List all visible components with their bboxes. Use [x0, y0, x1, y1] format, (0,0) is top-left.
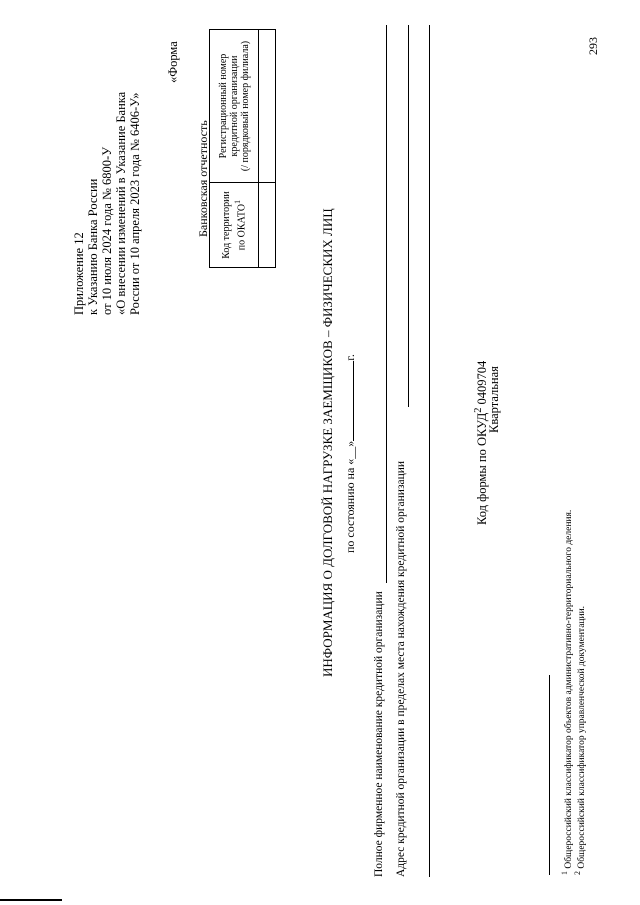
- periodicity-label: Квартальная: [487, 366, 501, 433]
- okato-footnote-ref: 1: [232, 199, 242, 204]
- address-field-continuation[interactable]: [429, 25, 430, 877]
- okud-footnote-ref: 2: [473, 407, 484, 413]
- reg-number-header-line: Регистрационный номер: [217, 53, 229, 159]
- footnote: [573, 606, 587, 875]
- footnote-text: Общероссийский классификатор объектов административно-территориального деления.: [564, 509, 575, 872]
- as-of-date-line: [343, 354, 358, 553]
- appendix-line: от 10 июля 2024 года № 6800-У: [100, 146, 114, 315]
- appendix-line: к Указанию Банка России: [86, 178, 100, 315]
- okato-value-cell[interactable]: [259, 183, 276, 268]
- appendix-line: Приложение 12: [72, 232, 86, 315]
- okato-header-text: Код территории по ОКАТО: [220, 191, 248, 259]
- footnote-text: Общероссийский классификатор управленческой документации.: [577, 605, 588, 872]
- reg-number-header-line: (/ порядковый номер филиала): [239, 40, 251, 172]
- as-of-mid: »: [343, 440, 357, 447]
- as-of-prefix: по состоянию на «: [343, 458, 357, 553]
- reg-number-header: [210, 30, 259, 183]
- page-number: 293: [586, 37, 600, 55]
- footnote-number: 1: [560, 871, 569, 875]
- okud-label: Код формы по ОКУД: [475, 412, 490, 525]
- appendix-header: [72, 92, 142, 315]
- bank-report-label: Банковская отчетность: [196, 120, 210, 237]
- reg-number-header-line: кредитной организации: [228, 55, 240, 157]
- okato-header: [210, 183, 259, 268]
- as-of-day-blank[interactable]: __: [343, 446, 357, 459]
- footnote-number: 2: [573, 871, 582, 875]
- okud-value: 0409704: [475, 360, 490, 408]
- full-name-label: Полное фирменное наименование кредитной организации: [373, 591, 385, 877]
- form-label: «Форма: [166, 41, 180, 83]
- reg-number-value-cell[interactable]: [259, 30, 276, 183]
- document-title: ИНФОРМАЦИЯ О ДОЛГОВОЙ НАГРУЗКЕ ЗАЕМЩИКОВ – ФИЗИЧЕСКИХ ЛИЦ: [320, 208, 335, 677]
- footnote-separator: [549, 675, 550, 875]
- as-of-date-blank[interactable]: [343, 361, 354, 441]
- codes-table: [209, 29, 276, 268]
- address-field[interactable]: [408, 25, 409, 407]
- appendix-line: «О внесении изменений в Указание Банка: [114, 91, 128, 315]
- corner-mark: [0, 899, 62, 901]
- as-of-suffix: г.: [343, 354, 357, 361]
- address-label: Адрес кредитной организации в пределах места нахождения кредитной организации: [395, 460, 407, 877]
- appendix-line: России от 10 апреля 2023 года № 6406-У»: [128, 92, 142, 315]
- full-name-field[interactable]: [386, 25, 387, 583]
